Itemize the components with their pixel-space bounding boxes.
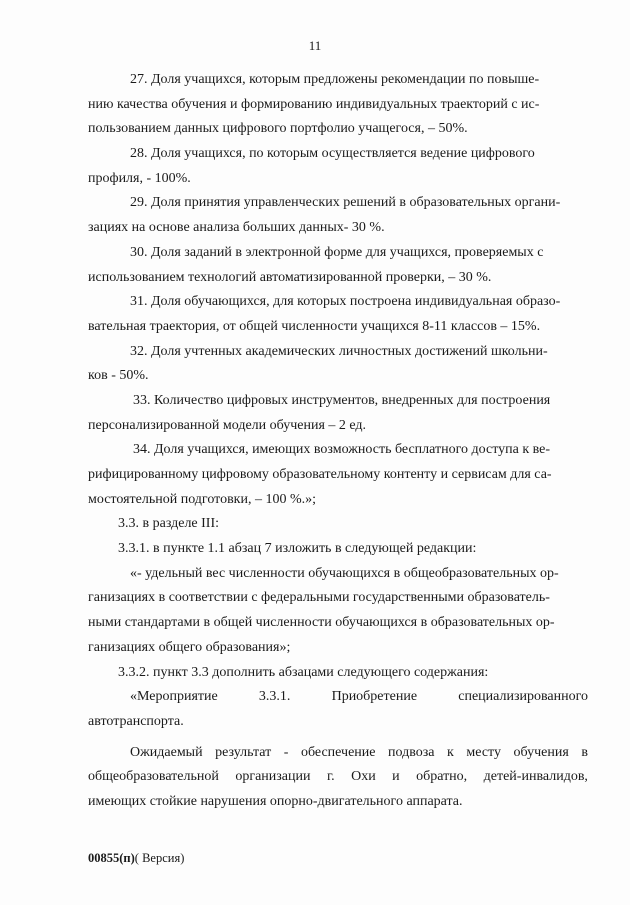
result-word: и [392,769,400,785]
result-word: в [581,744,588,760]
text-line: использованием технологий автоматизированной проверки, – 30 %. [88,269,492,285]
text-line: 34. Доля учащихся, имеющих возможность бесплатного доступа к ве- [133,442,551,458]
text-line: ков - 50%. [88,368,149,384]
page-number: 11 [308,38,322,53]
text-line: пользованием данных цифрового портфолио учащегося, – 50%. [88,121,468,137]
result-word: детей-инвалидов, [483,769,588,785]
result-word: результат [215,744,272,760]
text-line: нию качества обучения и формированию индивидуальных траекторий с ис- [88,96,540,112]
document-version: ( Версия) [134,851,185,865]
result-word: организации [235,769,311,785]
text-line: профиля, - 100%. [88,170,191,186]
result-line [88,790,588,815]
document-footer [88,851,184,866]
text-line: 3.3.2. пункт 3.3 дополнить абзацами следующего содержания: [118,664,489,680]
result-word: обучения [513,744,569,760]
text-line: «- удельный вес численности обучающихся в общеобразовательных ор- [130,565,559,581]
measure-line-continuation: автотранспорта. [88,713,184,729]
text-line: 32. Доля учтенных академических личностных достижений школьни- [130,343,548,359]
text-line: 29. Доля принятия управленческих решений в образовательных органи- [130,195,561,211]
text-line: ными стандартами в общей численности обучающихся в образовательных ор- [88,615,555,631]
measure-word: специализированного [458,689,588,705]
result-line [88,765,588,790]
text-line: 30. Доля заданий в электронной форме для учащихся, проверяемых с [130,244,544,260]
text-line: 28. Доля учащихся, по которым осуществляется ведение цифрового [130,146,535,162]
result-word: обеспечение [300,744,376,760]
result-word: г. [326,769,335,785]
result-word: подвоза [388,744,435,760]
result-word: Охи [351,769,376,785]
text-line: 33. Количество цифровых инструментов, внедренных для построения [133,392,551,408]
result-word: общеобразовательной [88,769,219,785]
result-line [88,741,588,766]
document-code: 00855(п) [88,851,135,865]
result-word: обратно, [416,769,468,785]
result-word: к [447,744,454,760]
measure-word: 3.3.1. [258,689,291,705]
result-word: месту [466,744,501,760]
measure-line [88,685,588,710]
text-line: зациях на основе анализа больших данных- 30 %. [88,220,385,236]
result-word: имеющих стойкие нарушения опорно-двигательного аппарата. [88,793,463,809]
text-line: ганизациях в соответствии с федеральными государственными образователь- [88,590,550,606]
text-line: ганизациях общего образования»; [88,639,291,655]
text-line: 3.3. в разделе III: [118,516,220,532]
result-word: Ожидаемый [130,744,203,760]
result-word: - [283,744,289,760]
text-line: вательная траектория, от общей численности учащихся 8-11 классов – 15%. [88,318,541,334]
text-line: 27. Доля учащихся, которым предложены рекомендации по повыше- [130,72,540,87]
document-body [88,68,588,815]
text-line: 31. Доля обучающихся, для которых построена индивидуальная образо- [130,294,561,310]
text-line: 3.3.1. в пункте 1.1 абзац 7 изложить в следующей редакции: [118,541,477,557]
measure-word: «Мероприятие [130,689,218,705]
text-line: рифицированному цифровому образовательному контенту и сервисам для са- [88,467,552,482]
text-line: мостоятельной подготовки, – 100 %.»; [88,491,317,507]
measure-word: Приобретение [331,689,418,705]
text-line: персонализированной модели обучения – 2 ед. [88,417,367,433]
